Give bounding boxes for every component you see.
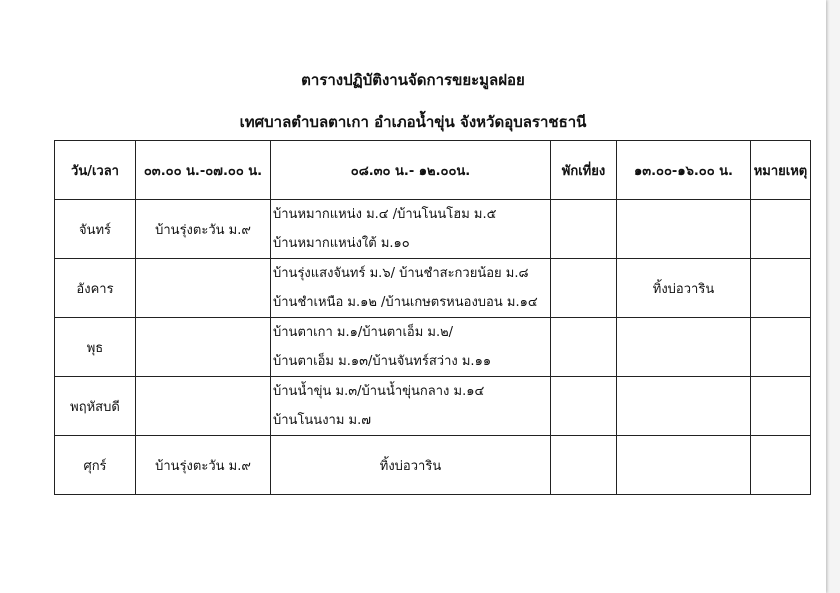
note-cell xyxy=(751,436,811,495)
early-cell xyxy=(136,377,271,436)
day-cell: พุธ xyxy=(55,318,136,377)
document-subtitle: เทศบาลตำบลตาเกา อำเภอน้ำขุ่น จังหวัดอุบลราชธานี xyxy=(239,113,587,131)
lunch-cell xyxy=(551,259,617,318)
early-cell xyxy=(136,318,271,377)
note-cell xyxy=(751,377,811,436)
early-cell: บ้านรุ่งตะวัน ม.๙ xyxy=(136,200,271,259)
morning-cell xyxy=(271,377,551,436)
morning-line: บ้านตาเอ็ม ม.๑๓/บ้านจันทร์สว่าง ม.๑๑ xyxy=(273,354,492,369)
header-remarks: หมายเหตุ xyxy=(751,141,811,200)
morning-line: บ้านน้ำขุ่น ม.๓/บ้านน้ำขุ่นกลาง ม.๑๔ xyxy=(273,384,485,399)
morning-cell xyxy=(271,259,551,318)
morning-line: บ้านตาเกา ม.๑/บ้านตาเอ็ม ม.๒/ xyxy=(273,325,454,340)
note-cell xyxy=(751,318,811,377)
table-row xyxy=(55,436,811,495)
table-row xyxy=(55,318,811,377)
lunch-cell xyxy=(551,377,617,436)
schedule-table xyxy=(54,140,811,495)
afternoon-cell xyxy=(617,377,751,436)
table-row xyxy=(55,259,811,318)
note-cell xyxy=(751,200,811,259)
afternoon-cell xyxy=(617,200,751,259)
afternoon-cell xyxy=(617,318,751,377)
table-header-row xyxy=(55,141,811,200)
header-lunch-break: พักเที่ยง xyxy=(551,141,617,200)
morning-cell xyxy=(271,200,551,259)
early-cell xyxy=(136,259,271,318)
table-row xyxy=(55,200,811,259)
morning-line: บ้านชำเหนือ ม.๑๒ /บ้านเกษตรหนองบอน ม.๑๔ xyxy=(273,295,538,310)
header-day-time: วัน/เวลา xyxy=(55,141,136,200)
morning-cell: ทิ้งบ่อวาริน xyxy=(271,436,551,495)
table-row xyxy=(55,377,811,436)
morning-line: บ้านรุ่งแสงจันทร์ ม.๖/ บ้านชำสะกวยน้อย ม.๘ xyxy=(273,266,529,281)
lunch-cell xyxy=(551,318,617,377)
morning-line: บ้านหมากแหน่ง ม.๔ /บ้านโนนโฮม ม.๕ xyxy=(273,207,497,222)
day-cell: ศุกร์ xyxy=(55,436,136,495)
day-cell: จันทร์ xyxy=(55,200,136,259)
morning-line: บ้านโนนงาม ม.๗ xyxy=(273,413,372,428)
lunch-cell xyxy=(551,436,617,495)
header-morning-shift: ๐๘.๓๐ น.- ๑๒.๐๐น. xyxy=(271,141,551,200)
note-cell xyxy=(751,259,811,318)
day-cell: อังคาร xyxy=(55,259,136,318)
afternoon-cell xyxy=(617,436,751,495)
afternoon-cell: ทิ้งบ่อวาริน xyxy=(617,259,751,318)
lunch-cell xyxy=(551,200,617,259)
header-afternoon-shift: ๑๓.๐๐-๑๖.๐๐ น. xyxy=(617,141,751,200)
document-title: ตารางปฏิบัติงานจัดการขยะมูลฝอย xyxy=(301,71,525,89)
morning-line: บ้านหมากแหน่งใต้ ม.๑๐ xyxy=(273,236,410,251)
early-cell: บ้านรุ่งตะวัน ม.๙ xyxy=(136,436,271,495)
day-cell: พฤหัสบดี xyxy=(55,377,136,436)
morning-cell xyxy=(271,318,551,377)
header-early-shift: ๐๓.๐๐ น.-๐๗.๐๐ น. xyxy=(136,141,271,200)
